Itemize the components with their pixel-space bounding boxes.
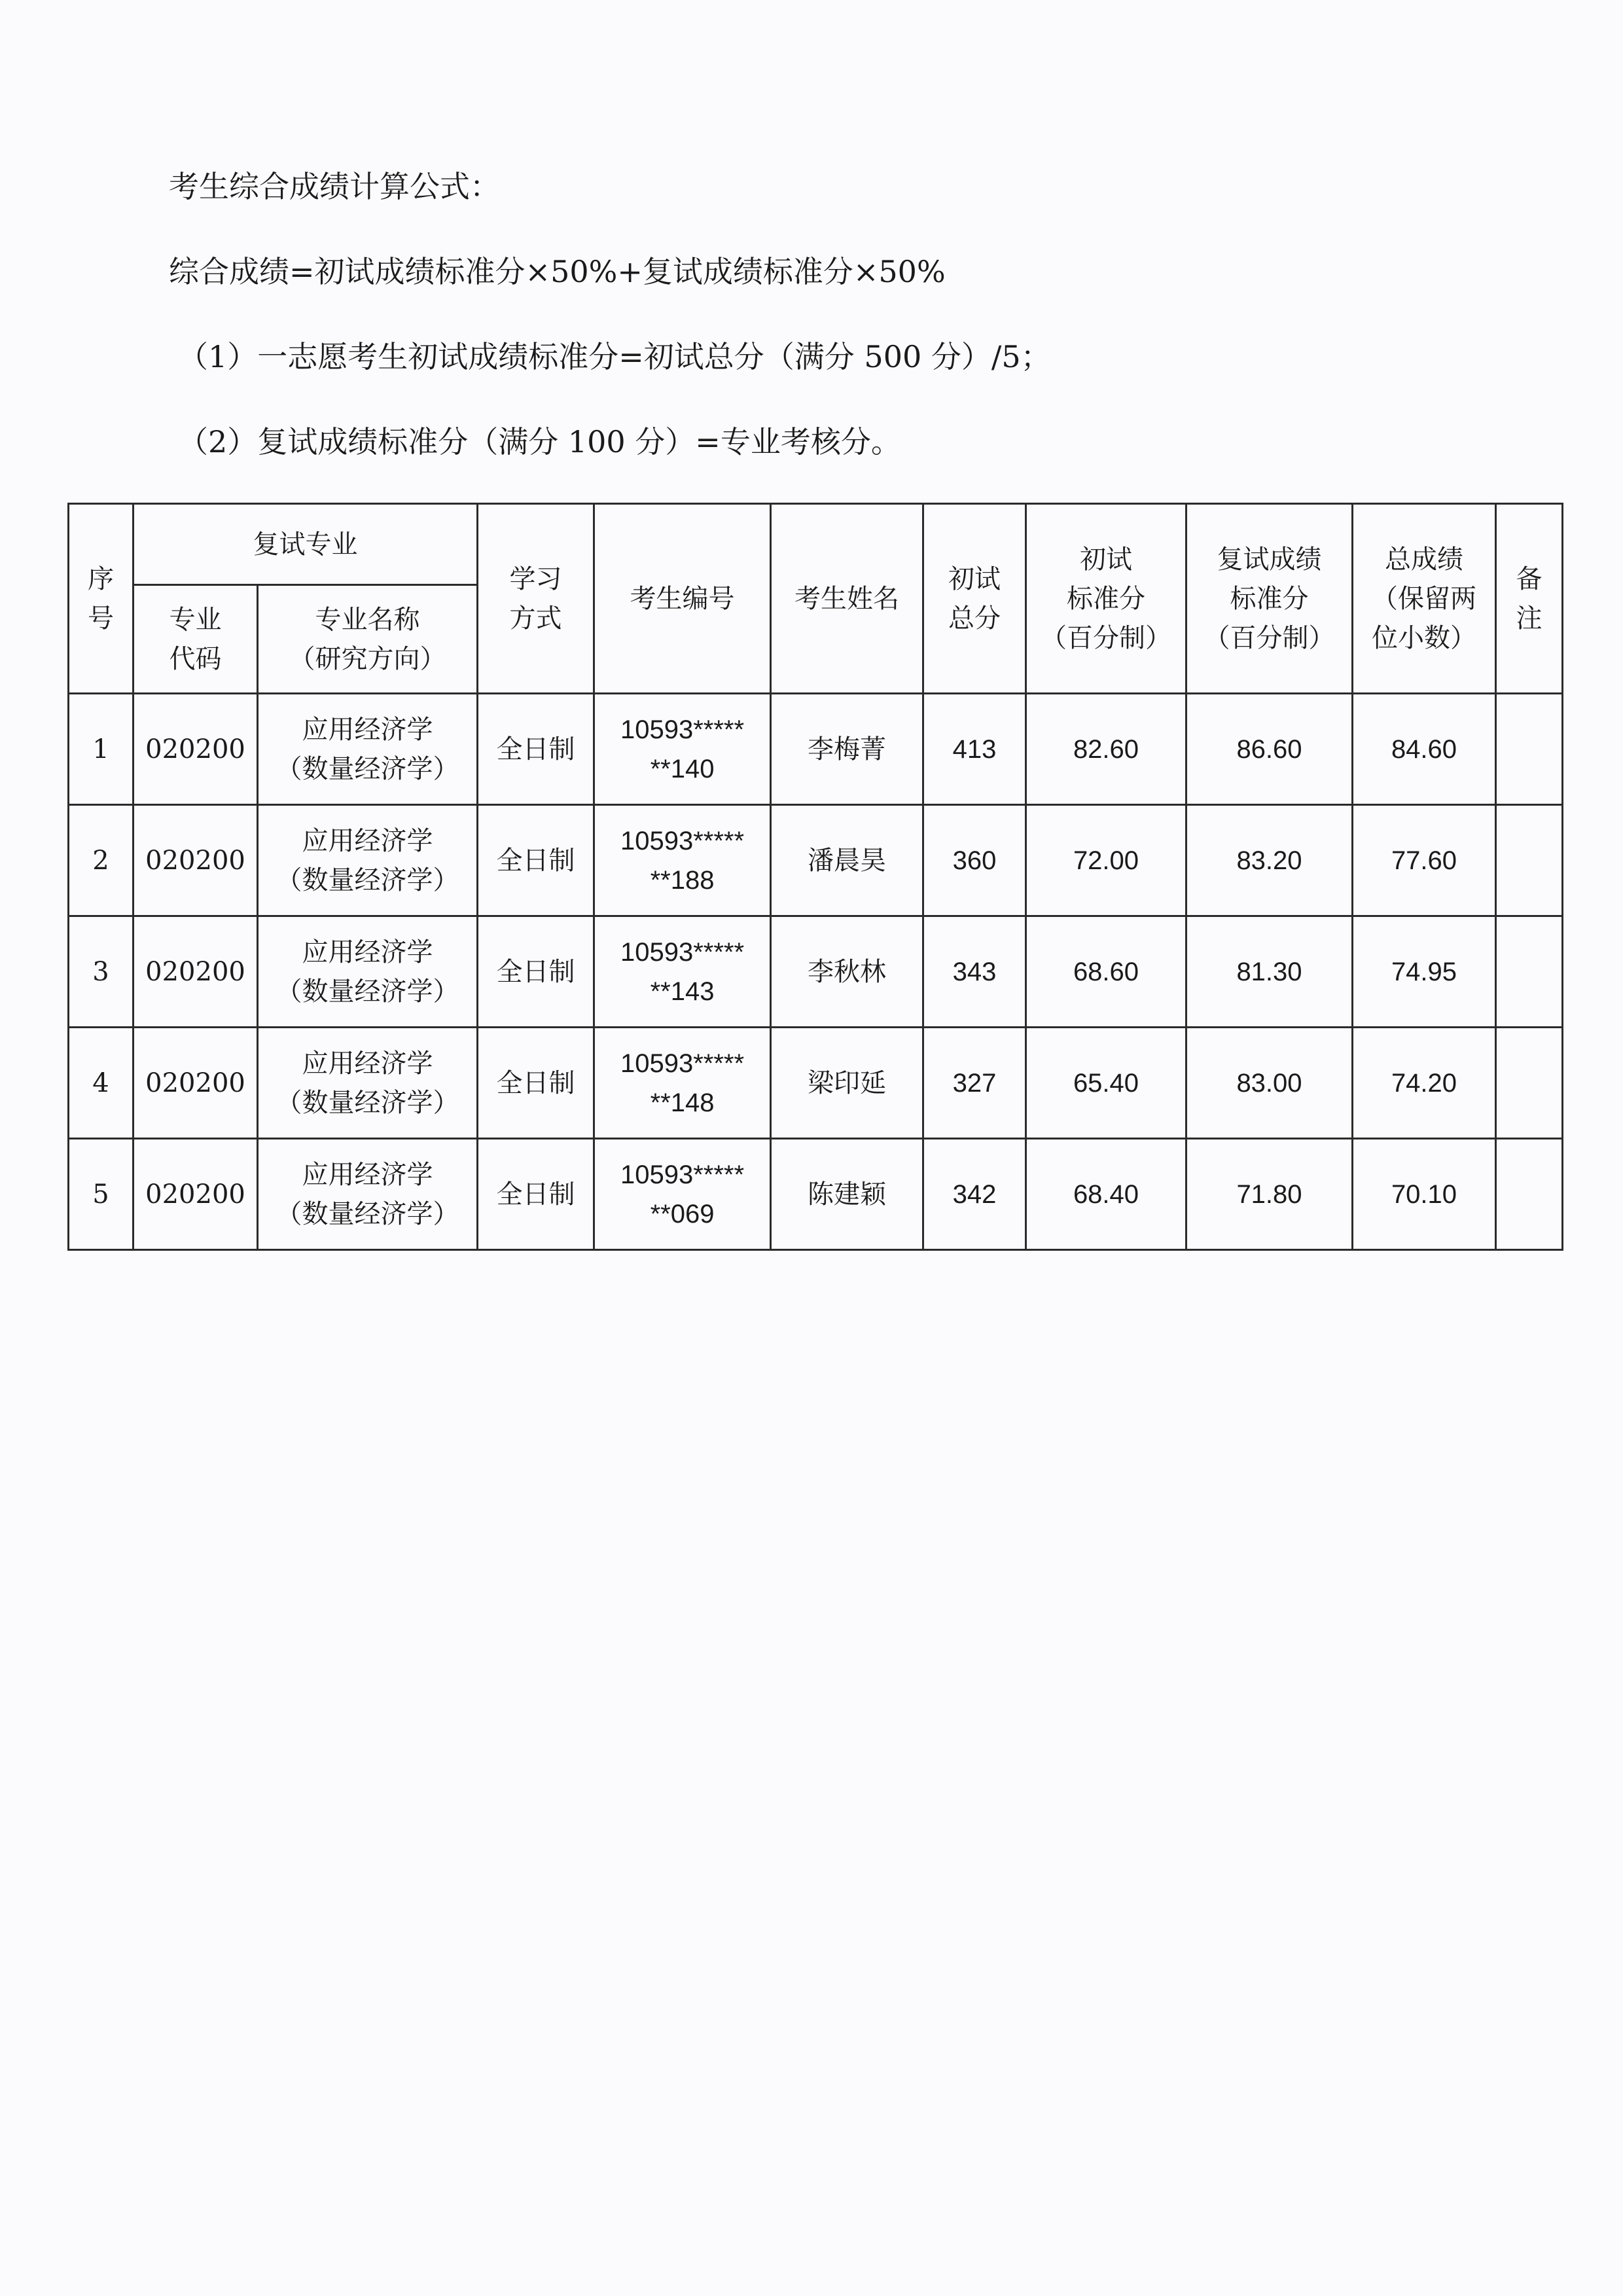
cell-initial-total: 360 [923, 805, 1026, 916]
cell-seq: 3 [69, 916, 134, 1028]
cell-major-code: 020200 [134, 916, 258, 1028]
cell-study-mode: 全日制 [478, 916, 594, 1028]
cell-initial-total: 342 [923, 1139, 1026, 1250]
cell-total: 74.95 [1353, 916, 1496, 1028]
table-row [69, 1139, 1563, 1250]
cell-total: 70.10 [1353, 1139, 1496, 1250]
cell-remark [1496, 1028, 1563, 1139]
cell-major-name: 应用经济学 （数量经济学） [258, 1139, 478, 1250]
cell-initial-std: 68.60 [1026, 916, 1186, 1028]
cell-candidate-name: 陈建颖 [771, 1139, 923, 1250]
cell-remark [1496, 1139, 1563, 1250]
cell-major-name: 应用经济学 （数量经济学） [258, 694, 478, 805]
cell-study-mode: 全日制 [478, 805, 594, 916]
cell-total: 74.20 [1353, 1028, 1496, 1139]
table-row [69, 916, 1563, 1028]
cell-total: 77.60 [1353, 805, 1496, 916]
header-initial-total: 初试 总分 [923, 504, 1026, 694]
cell-initial-std: 72.00 [1026, 805, 1186, 916]
header-seq: 序 号 [69, 504, 134, 694]
cell-candidate-name: 李秋林 [771, 916, 923, 1028]
cell-retest-std: 81.30 [1186, 916, 1353, 1028]
cell-initial-std: 65.40 [1026, 1028, 1186, 1139]
cell-initial-std: 82.60 [1026, 694, 1186, 805]
cell-candidate-id: 10593***** **140 [594, 694, 771, 805]
cell-candidate-id: 10593***** **143 [594, 916, 771, 1028]
cell-total: 84.60 [1353, 694, 1496, 805]
cell-retest-std: 71.80 [1186, 1139, 1353, 1250]
header-total: 总成绩 （保留两 位小数） [1353, 504, 1496, 694]
cell-candidate-name: 潘晨昊 [771, 805, 923, 916]
table-row [69, 805, 1563, 916]
header-retest-std: 复试成绩 标准分 （百分制） [1186, 504, 1353, 694]
cell-major-code: 020200 [134, 1139, 258, 1250]
cell-candidate-id: 10593***** **188 [594, 805, 771, 916]
cell-major-code: 020200 [134, 805, 258, 916]
header-candidate-id: 考生编号 [594, 504, 771, 694]
cell-seq: 5 [69, 1139, 134, 1250]
header-major-name: 专业名称 （研究方向） [258, 585, 478, 694]
cell-initial-total: 343 [923, 916, 1026, 1028]
cell-initial-total: 327 [923, 1028, 1026, 1139]
cell-seq: 1 [69, 694, 134, 805]
header-study-mode: 学习 方式 [478, 504, 594, 694]
table-row [69, 694, 1563, 805]
cell-study-mode: 全日制 [478, 694, 594, 805]
cell-study-mode: 全日制 [478, 1028, 594, 1139]
header-initial-std: 初试 标准分 （百分制） [1026, 504, 1186, 694]
cell-remark [1496, 805, 1563, 916]
cell-major-name: 应用经济学 （数量经济学） [258, 805, 478, 916]
formula-note-1: （1）一志愿考生初试成绩标准分=初试总分（满分 500 分）/5； [178, 339, 1051, 374]
cell-candidate-id: 10593***** **069 [594, 1139, 771, 1250]
cell-major-code: 020200 [134, 694, 258, 805]
cell-retest-std: 86.60 [1186, 694, 1353, 805]
formula-note-2: （2）复试成绩标准分（满分 100 分）=专业考核分。 [178, 424, 901, 459]
header-major-code: 专业 代码 [134, 585, 258, 694]
score-table [67, 503, 1563, 1251]
header-major-group: 复试专业 [134, 504, 478, 585]
cell-candidate-name: 李梅菁 [771, 694, 923, 805]
cell-initial-std: 68.40 [1026, 1139, 1186, 1250]
cell-major-code: 020200 [134, 1028, 258, 1139]
cell-remark [1496, 916, 1563, 1028]
formula-main: 综合成绩=初试成绩标准分×50%+复试成绩标准分×50% [169, 254, 946, 289]
cell-retest-std: 83.20 [1186, 805, 1353, 916]
cell-seq: 2 [69, 805, 134, 916]
table-row [69, 1028, 1563, 1139]
cell-major-name: 应用经济学 （数量经济学） [258, 1028, 478, 1139]
header-candidate-name: 考生姓名 [771, 504, 923, 694]
formula-title: 考生综合成绩计算公式： [169, 169, 500, 204]
cell-major-name: 应用经济学 （数量经济学） [258, 916, 478, 1028]
cell-study-mode: 全日制 [478, 1139, 594, 1250]
header-remark: 备 注 [1496, 504, 1563, 694]
cell-seq: 4 [69, 1028, 134, 1139]
cell-remark [1496, 694, 1563, 805]
cell-initial-total: 413 [923, 694, 1026, 805]
cell-candidate-id: 10593***** **148 [594, 1028, 771, 1139]
cell-candidate-name: 梁印延 [771, 1028, 923, 1139]
cell-retest-std: 83.00 [1186, 1028, 1353, 1139]
